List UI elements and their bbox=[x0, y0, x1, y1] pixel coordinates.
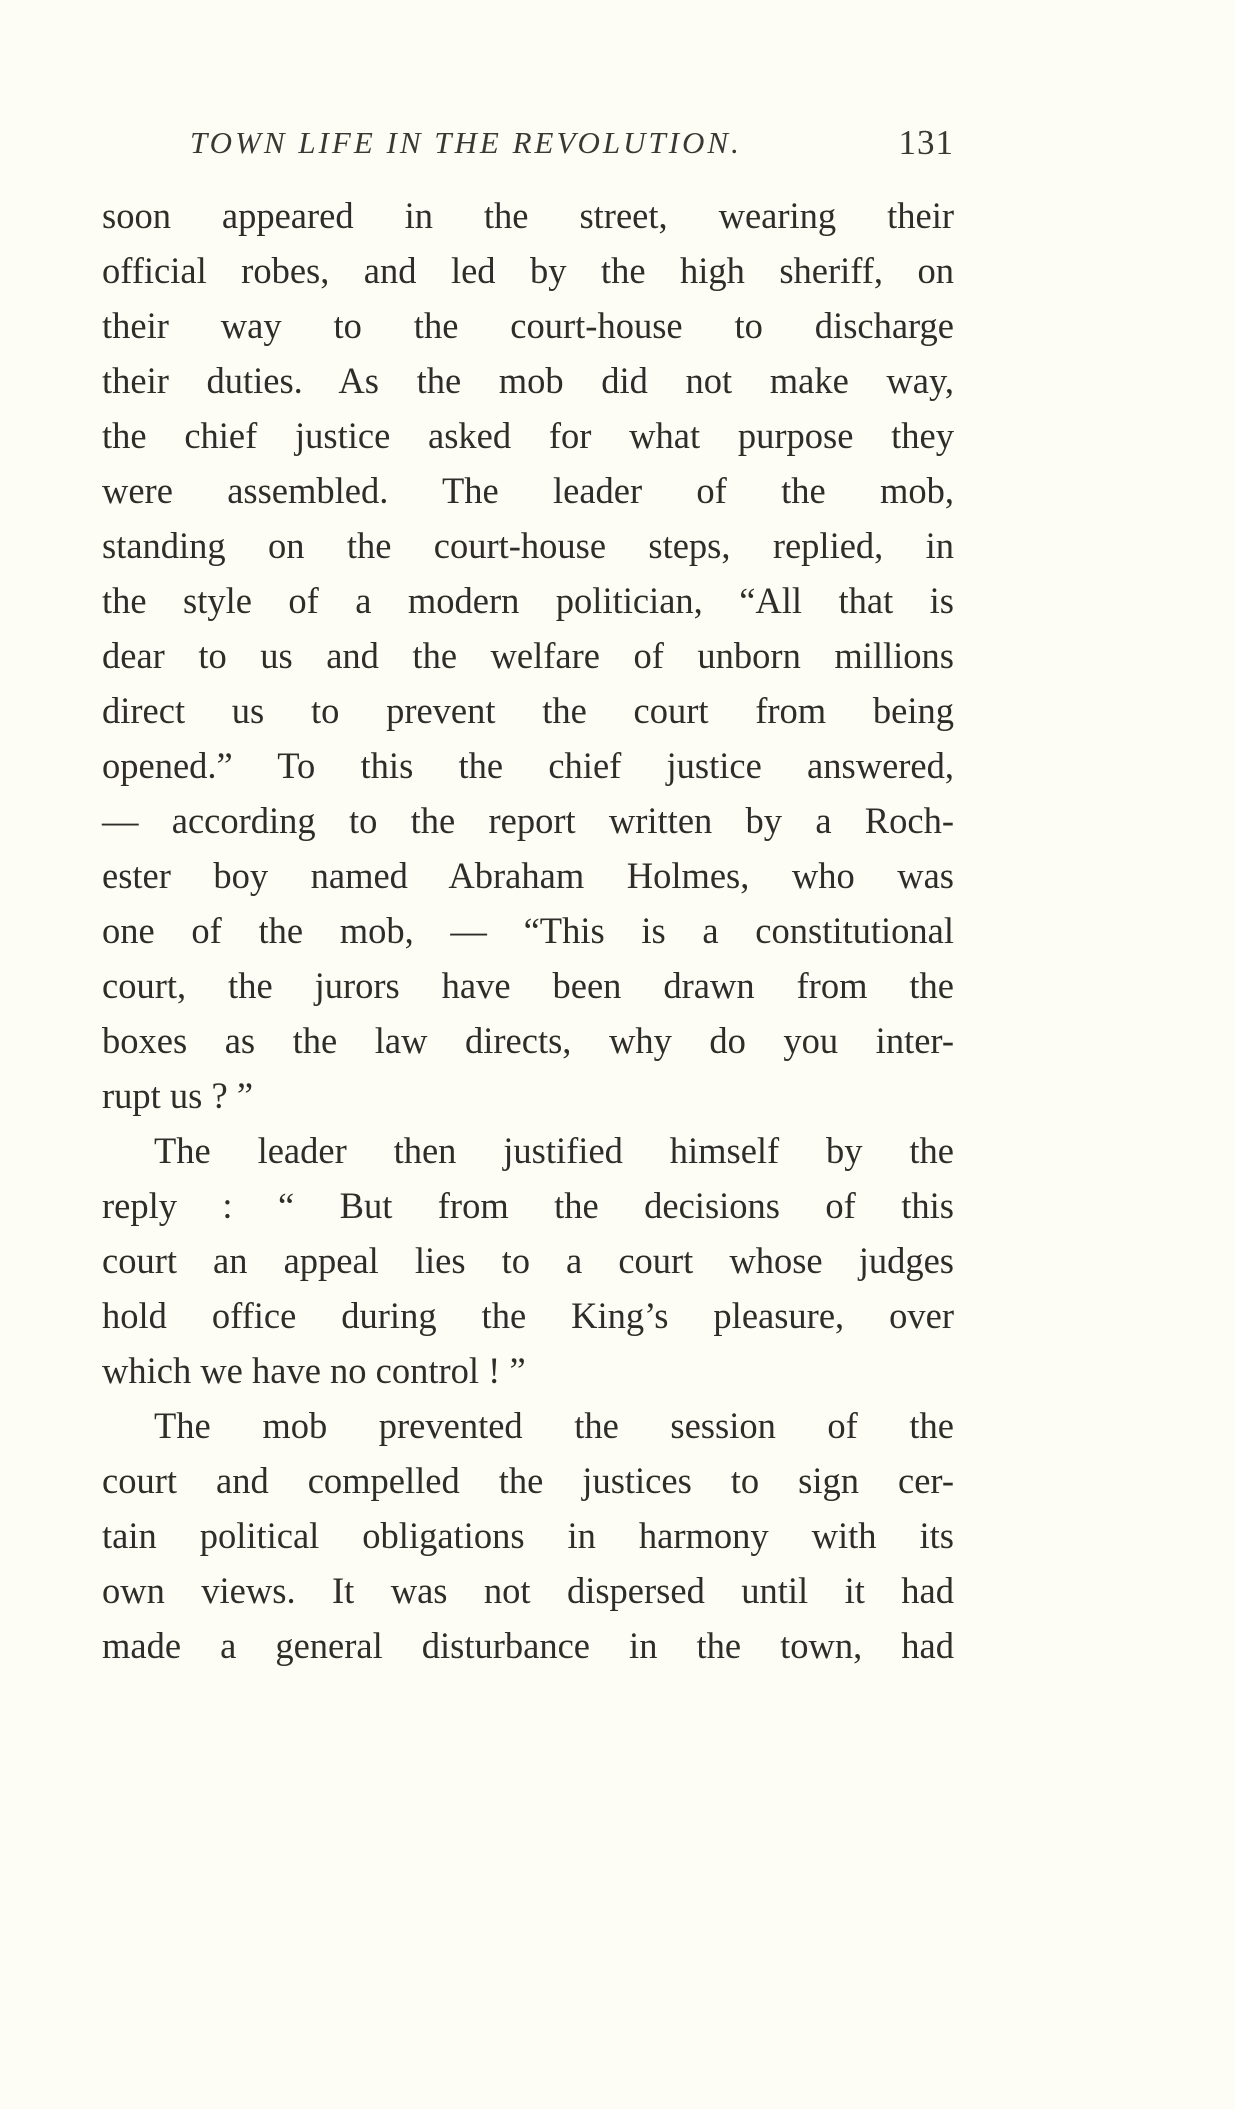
text-line: rupt us ? ” bbox=[102, 1075, 254, 1116]
text-line: were assembled. The leader of the mob, bbox=[102, 470, 954, 511]
text-line: The leader then justified himself by the bbox=[154, 1130, 954, 1171]
text-line: made a general disturbance in the town, had bbox=[102, 1625, 954, 1666]
paragraph bbox=[102, 1123, 954, 1398]
running-title: TOWN LIFE IN THE REVOLUTION. bbox=[190, 125, 742, 160]
text-line: reply : “ But from the decisions of this bbox=[102, 1185, 954, 1226]
text-line: tain political obligations in harmony with its bbox=[102, 1515, 954, 1556]
text-line: hold office during the King’s pleasure, over bbox=[102, 1295, 954, 1336]
page-number: 131 bbox=[898, 123, 954, 162]
body-text bbox=[102, 188, 954, 1673]
text-line: which we have no control ! ” bbox=[102, 1350, 526, 1391]
paragraph bbox=[102, 188, 954, 1123]
text-line: own views. It was not dispersed until it had bbox=[102, 1570, 954, 1611]
text-line: dear to us and the welfare of unborn millions bbox=[102, 635, 954, 676]
text-line: the chief justice asked for what purpose they bbox=[102, 415, 954, 456]
text-line: soon appeared in the street, wearing their bbox=[102, 195, 954, 236]
paragraph bbox=[102, 1398, 954, 1673]
text-line: official robes, and led by the high sheriff, on bbox=[102, 250, 954, 291]
text-line: court an appeal lies to a court whose judges bbox=[102, 1240, 954, 1281]
running-head bbox=[102, 118, 954, 168]
text-line: one of the mob, — “This is a constitutional bbox=[102, 910, 954, 951]
text-line: The mob prevented the session of the bbox=[154, 1405, 954, 1446]
text-line: boxes as the law directs, why do you inter- bbox=[102, 1020, 954, 1061]
text-line: court and compelled the justices to sign cer- bbox=[102, 1460, 954, 1501]
text-line: opened.” To this the chief justice answered, bbox=[102, 745, 954, 786]
text-line: — according to the report written by a Roch- bbox=[102, 800, 954, 841]
text-line: direct us to prevent the court from being bbox=[102, 690, 954, 731]
text-line: court, the jurors have been drawn from the bbox=[102, 965, 954, 1006]
text-line: their duties. As the mob did not make way, bbox=[102, 360, 954, 401]
text-line: ester boy named Abraham Holmes, who was bbox=[102, 855, 954, 896]
text-line: their way to the court-house to discharge bbox=[102, 305, 954, 346]
text-line: standing on the court-house steps, replied, in bbox=[102, 525, 954, 566]
text-line: the style of a modern politician, “All that is bbox=[102, 580, 954, 621]
